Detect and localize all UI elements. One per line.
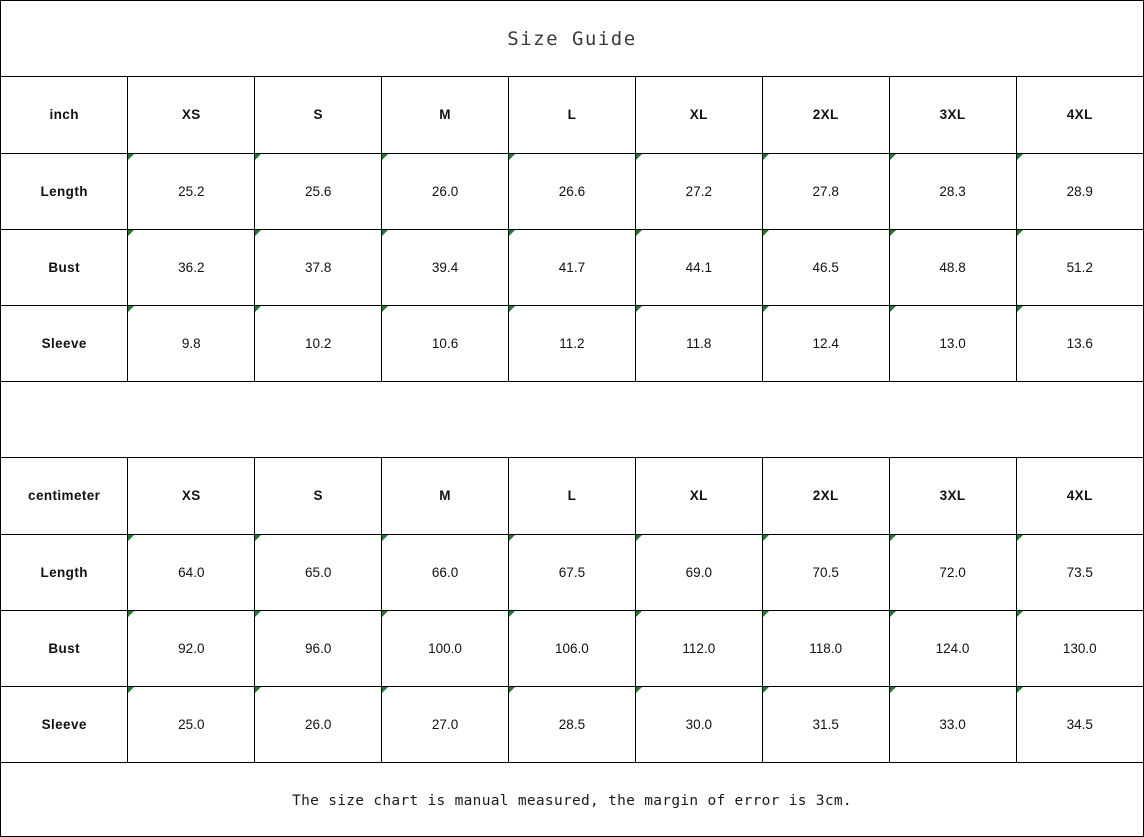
row-label-sleeve: Sleeve <box>1 305 128 381</box>
cell-inch-bust-2xl: 46.5 <box>762 229 889 305</box>
cell-inch-sleeve-4xl: 13.6 <box>1016 305 1143 381</box>
column-header-cm-4xl: 4XL <box>1016 458 1143 534</box>
cell-inch-bust-3xl: 48.8 <box>889 229 1016 305</box>
cell-inch-bust-xs: 36.2 <box>128 229 255 305</box>
size-table-centimeter <box>1 458 1143 762</box>
column-header-m: M <box>382 77 509 153</box>
column-header-cm-3xl: 3XL <box>889 458 1016 534</box>
table-row <box>1 153 1143 229</box>
column-header-cm-xl: XL <box>635 458 762 534</box>
size-table-inch-body <box>1 77 1143 381</box>
cell-inch-bust-m: 39.4 <box>382 229 509 305</box>
row-label-cm-bust: Bust <box>1 610 128 686</box>
table-row <box>1 229 1143 305</box>
cell-cm-bust-2xl: 118.0 <box>762 610 889 686</box>
cell-cm-sleeve-s: 26.0 <box>255 686 382 762</box>
table-header-row <box>1 77 1143 153</box>
column-header-cm-xs: XS <box>128 458 255 534</box>
table-row <box>1 610 1143 686</box>
row-label-bust: Bust <box>1 229 128 305</box>
cell-cm-bust-s: 96.0 <box>255 610 382 686</box>
cell-inch-length-2xl: 27.8 <box>762 153 889 229</box>
cell-inch-bust-4xl: 51.2 <box>1016 229 1143 305</box>
cell-inch-sleeve-s: 10.2 <box>255 305 382 381</box>
cell-cm-sleeve-m: 27.0 <box>382 686 509 762</box>
unit-label-centimeter: centimeter <box>1 458 128 534</box>
cell-cm-bust-3xl: 124.0 <box>889 610 1016 686</box>
column-header-cm-l: L <box>509 458 636 534</box>
cell-cm-length-xl: 69.0 <box>635 534 762 610</box>
row-label-cm-sleeve: Sleeve <box>1 686 128 762</box>
table-row <box>1 534 1143 610</box>
cell-inch-sleeve-xs: 9.8 <box>128 305 255 381</box>
cell-cm-length-3xl: 72.0 <box>889 534 1016 610</box>
cell-cm-bust-xs: 92.0 <box>128 610 255 686</box>
cell-cm-length-m: 66.0 <box>382 534 509 610</box>
cell-inch-length-4xl: 28.9 <box>1016 153 1143 229</box>
cell-cm-bust-xl: 112.0 <box>635 610 762 686</box>
cell-inch-sleeve-l: 11.2 <box>509 305 636 381</box>
cell-cm-sleeve-4xl: 34.5 <box>1016 686 1143 762</box>
column-header-xl: XL <box>635 77 762 153</box>
cell-cm-length-s: 65.0 <box>255 534 382 610</box>
column-header-cm-m: M <box>382 458 509 534</box>
cell-inch-sleeve-m: 10.6 <box>382 305 509 381</box>
cell-cm-sleeve-xl: 30.0 <box>635 686 762 762</box>
cell-cm-sleeve-3xl: 33.0 <box>889 686 1016 762</box>
cell-cm-length-l: 67.5 <box>509 534 636 610</box>
unit-label-inch: inch <box>1 77 128 153</box>
column-header-xs: XS <box>128 77 255 153</box>
cell-cm-sleeve-2xl: 31.5 <box>762 686 889 762</box>
cell-inch-bust-xl: 44.1 <box>635 229 762 305</box>
cell-cm-length-xs: 64.0 <box>128 534 255 610</box>
cell-cm-sleeve-xs: 25.0 <box>128 686 255 762</box>
cell-cm-sleeve-l: 28.5 <box>509 686 636 762</box>
cell-inch-length-xs: 25.2 <box>128 153 255 229</box>
size-table-centimeter-body <box>1 458 1143 762</box>
table-spacer <box>1 382 1143 458</box>
column-header-s: S <box>255 77 382 153</box>
table-row <box>1 686 1143 762</box>
cell-cm-bust-l: 106.0 <box>509 610 636 686</box>
size-table-inch <box>1 77 1143 381</box>
column-header-2xl: 2XL <box>762 77 889 153</box>
cell-inch-length-3xl: 28.3 <box>889 153 1016 229</box>
cell-inch-bust-s: 37.8 <box>255 229 382 305</box>
table-row <box>1 305 1143 381</box>
cell-inch-length-s: 25.6 <box>255 153 382 229</box>
page-title: Size Guide <box>1 1 1143 77</box>
cell-cm-length-2xl: 70.5 <box>762 534 889 610</box>
column-header-4xl: 4XL <box>1016 77 1143 153</box>
cell-inch-length-xl: 27.2 <box>635 153 762 229</box>
footer-note: The size chart is manual measured, the margin of error is 3cm. <box>1 763 1143 837</box>
cell-cm-bust-m: 100.0 <box>382 610 509 686</box>
cell-inch-sleeve-2xl: 12.4 <box>762 305 889 381</box>
cell-inch-length-m: 26.0 <box>382 153 509 229</box>
row-label-cm-length: Length <box>1 534 128 610</box>
column-header-l: L <box>509 77 636 153</box>
cell-inch-sleeve-xl: 11.8 <box>635 305 762 381</box>
column-header-3xl: 3XL <box>889 77 1016 153</box>
cell-cm-bust-4xl: 130.0 <box>1016 610 1143 686</box>
cell-inch-sleeve-3xl: 13.0 <box>889 305 1016 381</box>
column-header-cm-s: S <box>255 458 382 534</box>
column-header-cm-2xl: 2XL <box>762 458 889 534</box>
cell-inch-bust-l: 41.7 <box>509 229 636 305</box>
cell-inch-length-l: 26.6 <box>509 153 636 229</box>
row-label-length: Length <box>1 153 128 229</box>
table-header-row <box>1 458 1143 534</box>
cell-cm-length-4xl: 73.5 <box>1016 534 1143 610</box>
